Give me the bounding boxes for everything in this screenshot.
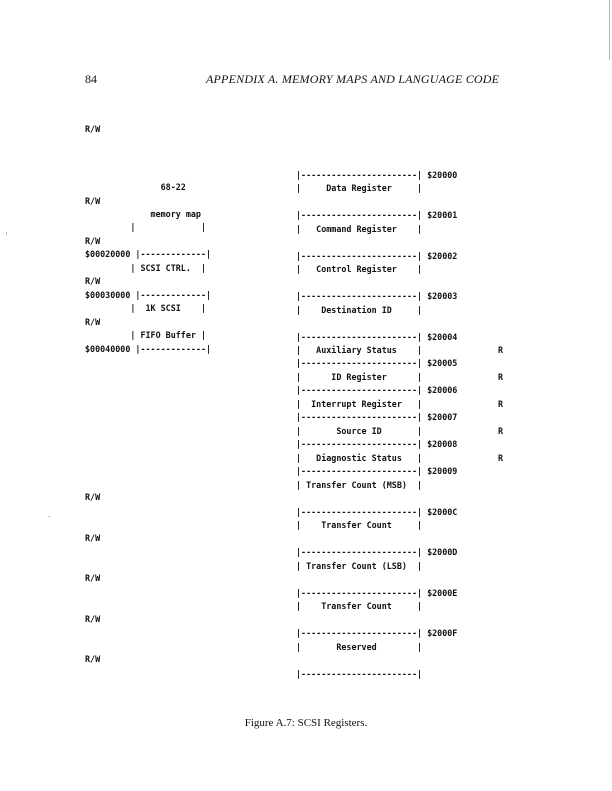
register-row: | Transfer Count | [296,520,423,530]
register-row: | Auxiliary Status | [296,345,423,355]
access-label: R/W [85,654,101,664]
register-separator: |-----------------------| $20008 [296,439,458,449]
access-label: R/W [85,236,101,246]
register-row: | Transfer Count (MSB) | [296,480,423,490]
access-label: R/W [85,276,101,286]
register-row: | Interrupt Register | [296,399,423,409]
page-number: 84 [85,72,97,86]
memory-map-title: 68-22 [85,182,186,192]
register-row: | Transfer Count | [296,601,423,611]
register-separator: |-----------------------| $20004 [296,332,458,342]
access-label: R [498,399,504,409]
memory-map-line: | | [85,222,207,232]
memory-map-line: | FIFO Buffer | [85,330,207,340]
register-separator: |-----------------------| $20005 [296,358,458,368]
memory-map-title: memory map [85,209,201,219]
register-separator: |-----------------------| $20001 [296,210,458,220]
register-separator: |-----------------------| [296,669,423,679]
register-separator: |-----------------------| $20007 [296,412,458,422]
register-row: | Command Register | [296,224,423,234]
scan-speck [6,232,7,235]
figure-caption: Figure A.7: SCSI Registers. [244,717,368,729]
register-row: | Transfer Count (LSB) | [296,561,423,571]
scan-speck [48,516,50,517]
register-separator: |-----------------------| $20000 [296,170,458,180]
running-header: APPENDIX A. MEMORY MAPS AND LANGUAGE CODE [206,72,500,86]
access-label: R [498,453,504,463]
memory-map-line: $00020000 |-------------| [85,249,212,259]
memory-map-line: $00030000 |-------------| [85,290,212,300]
register-separator: |-----------------------| $2000F [296,628,458,638]
register-separator: |-----------------------| $20003 [296,291,458,301]
register-row: | Destination ID | [296,305,423,315]
register-separator: |-----------------------| $2000D [296,547,458,557]
register-row: | Reserved | [296,642,423,652]
register-separator: |-----------------------| $2000C [296,507,458,517]
memory-map-line: $00040000 |-------------| [85,344,212,354]
memory-map-line: | 1K SCSI | [85,303,207,313]
access-label: R [498,372,504,382]
register-separator: |-----------------------| $20009 [296,466,458,476]
register-separator: |-----------------------| $20006 [296,385,458,395]
register-separator: |-----------------------| $2000E [296,588,458,598]
register-row: | Source ID | [296,426,423,436]
access-label: R [498,345,504,355]
register-row: | Control Register | [296,264,423,274]
register-row: | ID Register | [296,372,423,382]
access-label: R/W [85,124,101,134]
access-label: R/W [85,196,101,206]
access-label: R/W [85,573,101,583]
access-label: R/W [85,317,101,327]
access-label: R/W [85,492,101,502]
access-label: R [498,426,504,436]
access-label: R/W [85,533,101,543]
scan-edge-mark [609,0,610,60]
access-label: R/W [85,614,101,624]
register-row: | Diagnostic Status | [296,453,423,463]
memory-map-line: | SCSI CTRL. | [85,263,207,273]
register-row: | Data Register | [296,183,423,193]
register-separator: |-----------------------| $20002 [296,251,458,261]
